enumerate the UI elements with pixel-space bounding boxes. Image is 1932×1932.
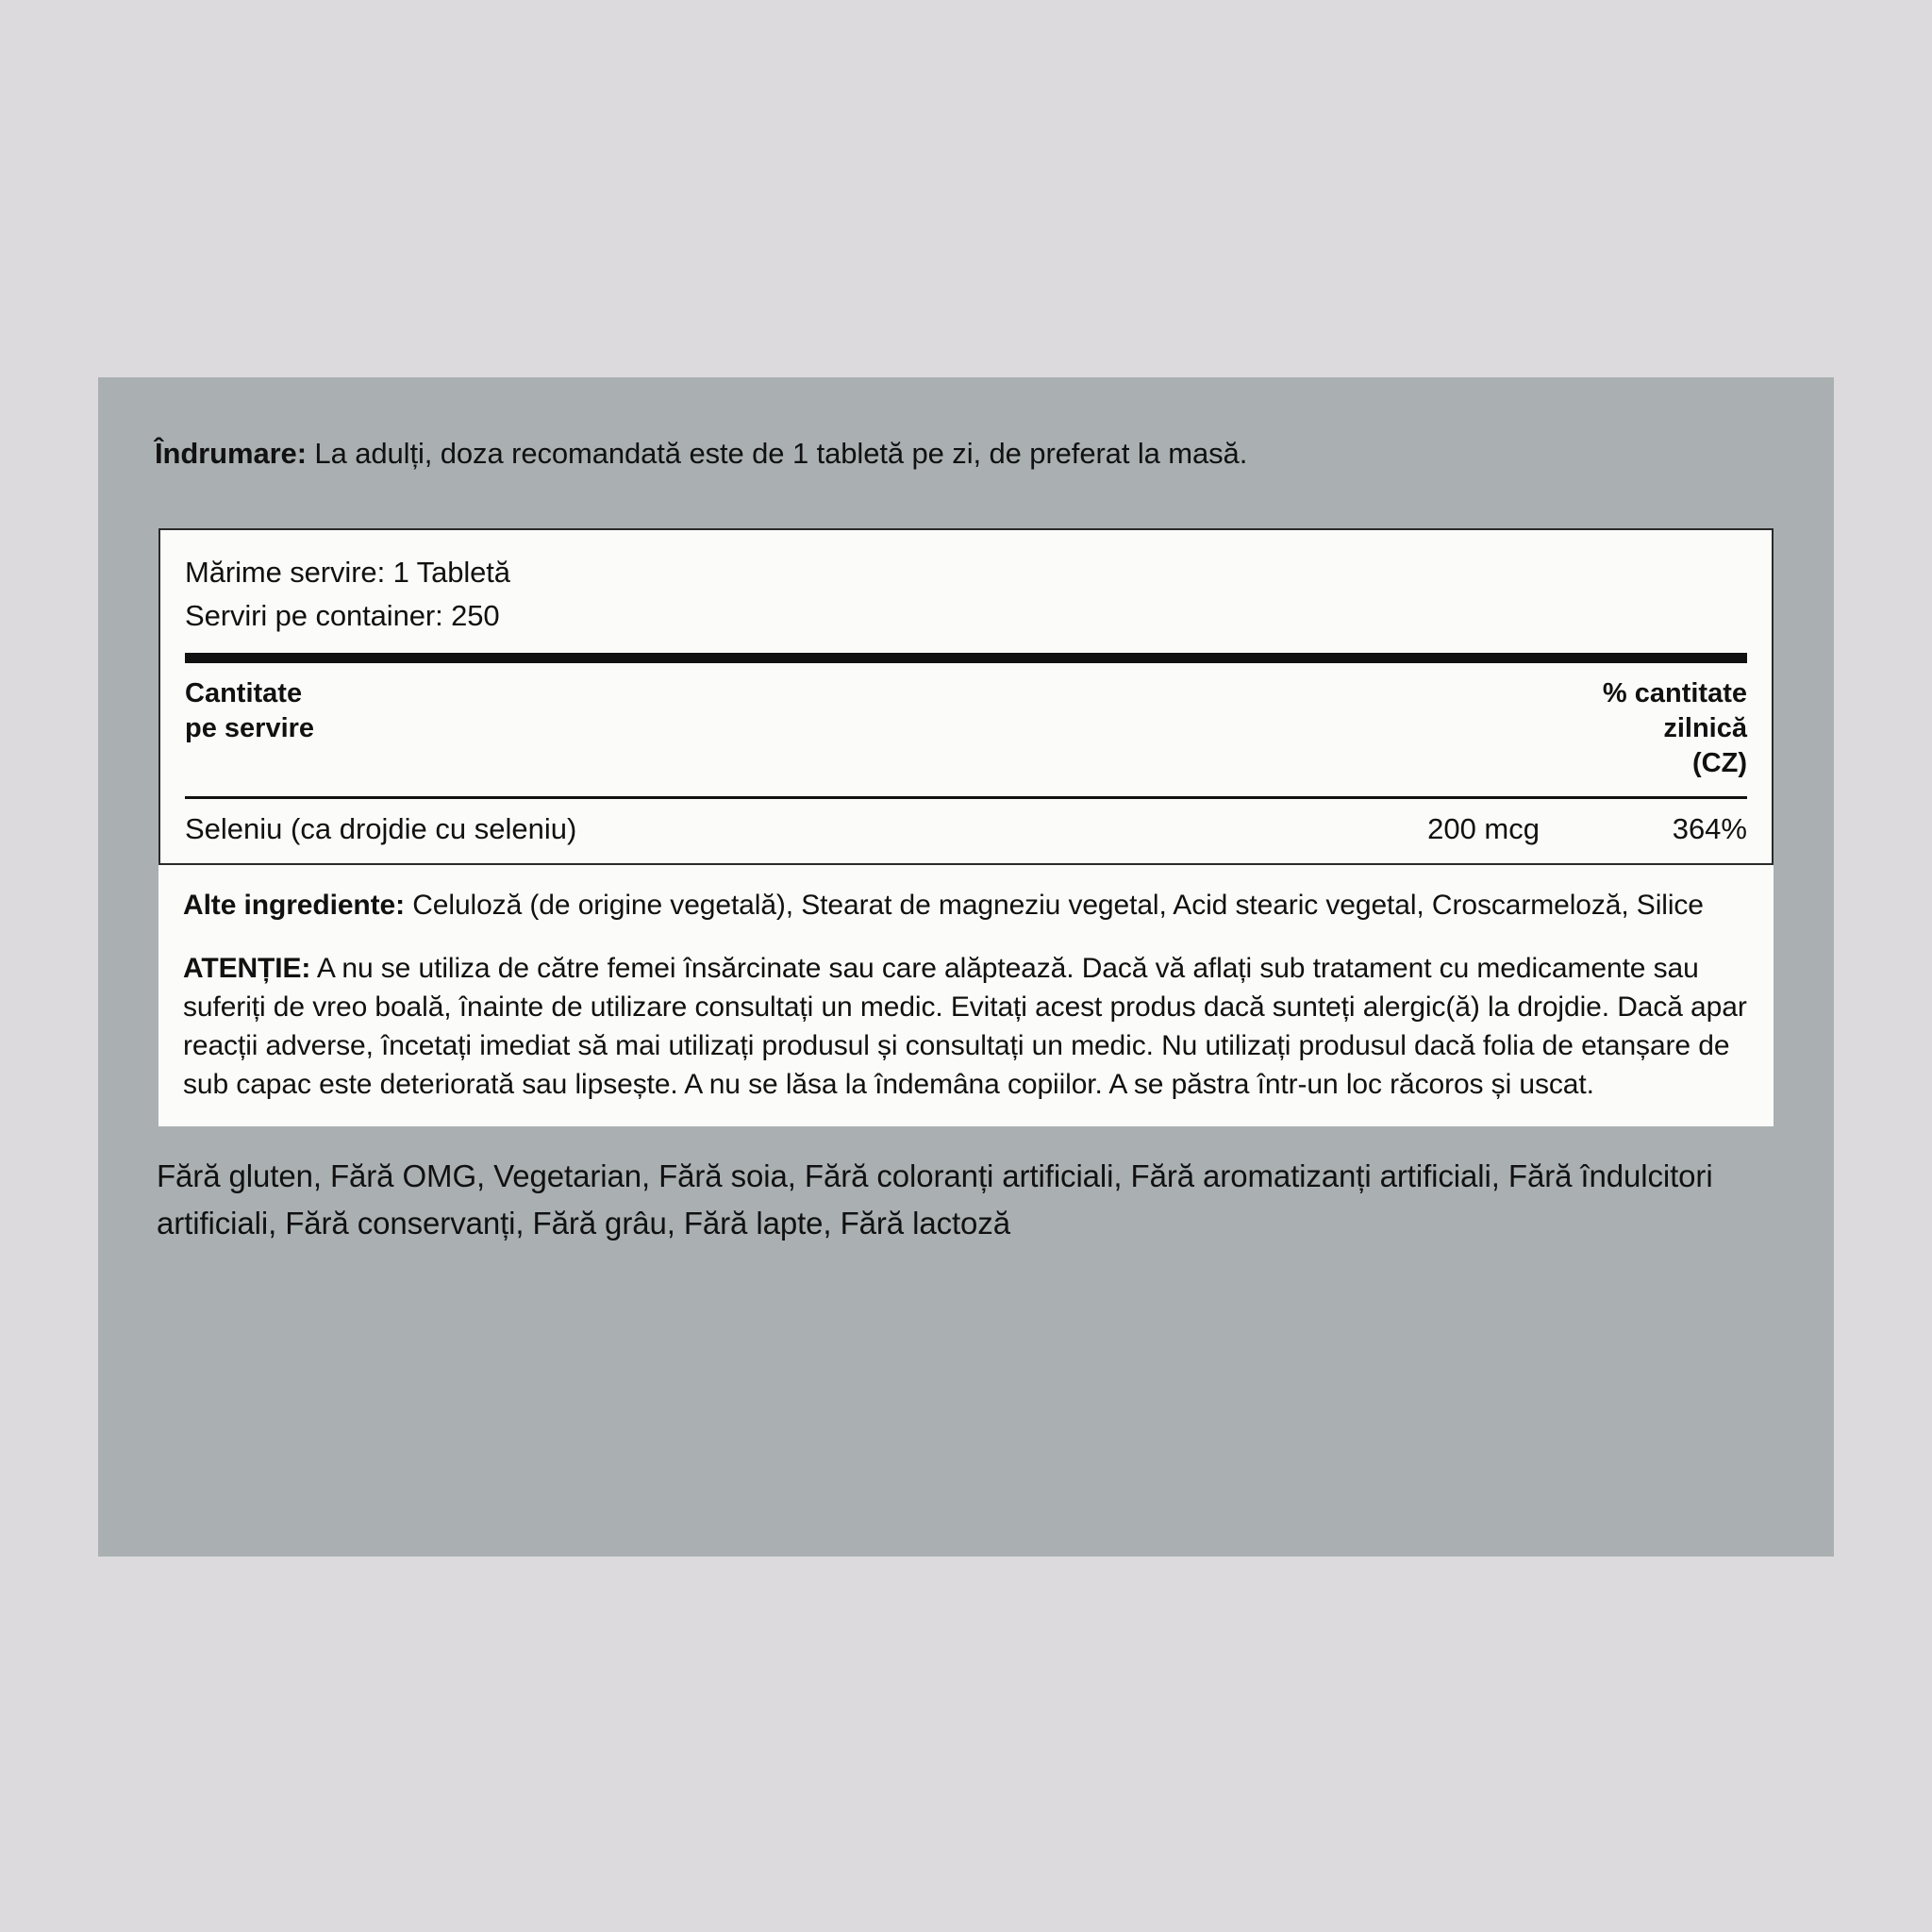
amount-header-left (185, 676, 314, 746)
product-claims-text: Fără gluten, Fără OMG, Vegetarian, Fără soia, Fără coloranți artificiali, Fără aromatizanți artificiali, Fără îndulcitori artificiali, Fără conservanți, Fără grâu, Fără lapte, Fără lactoză (157, 1158, 1713, 1241)
caution-paragraph (183, 949, 1749, 1104)
table-row (160, 799, 1772, 863)
directions-text: La adulți, doza recomandată este de 1 tabletă pe zi, de preferat la masă. (306, 437, 1248, 470)
amount-header-left-line2: pe servire (185, 713, 315, 743)
supplement-facts-box (158, 528, 1774, 865)
nutrient-name: Seleniu (ca drojdie cu seleniu) (185, 812, 577, 845)
amount-per-serving-header (160, 663, 1772, 796)
caution-label: ATENȚIE: (183, 953, 311, 984)
servings-per-container-line: Serviri pe container: 250 (185, 599, 500, 632)
rule-thick-top (185, 653, 1747, 663)
caution-text: A nu se utiliza de către femei însărcinate sau care alăptează. Dacă vă aflați sub tratament cu medicamente sau suferiți de vreo boală, înainte de utilizare consultați un medic. Evitați acest produs dacă sunteți alergic(ă) la drojdie. Dacă apar reacții adverse, încetați imediat să mai utilizați produsul și consultați un medic. Nu utilizați produsul dacă folia de etanșare de sub capac este deteriorată sau lipsește. A nu se lăsa la îndemâna copiilor. A se păstra într-un loc răcoros și uscat. (183, 953, 1747, 1100)
amount-header-left-line1: Cantitate (185, 678, 303, 708)
supplement-label-panel (98, 377, 1834, 1557)
lower-white-section (158, 865, 1774, 1126)
amount-header-right (1603, 676, 1747, 781)
amount-header-right-line2: zilnică (1663, 713, 1747, 743)
other-ingredients-text: Celuloză (de origine vegetală), Stearat de magneziu vegetal, Acid stearic vegetal, Croscarmeloză, Silice (405, 890, 1704, 921)
nutrient-daily-value: 364% (1672, 812, 1747, 845)
serving-info (160, 530, 1772, 638)
directions-line (155, 436, 1777, 472)
other-ingredients-label: Alte ingrediente: (183, 890, 405, 921)
amount-header-right-line3: (CZ) (1692, 748, 1747, 778)
nutrient-amount: 200 mcg (1427, 812, 1540, 845)
other-ingredients-paragraph (183, 886, 1749, 924)
directions-label: Îndrumare: (155, 437, 307, 470)
serving-size-line: Mărime servire: 1 Tabletă (185, 556, 510, 589)
amount-header-right-line1: % cantitate (1602, 678, 1747, 708)
